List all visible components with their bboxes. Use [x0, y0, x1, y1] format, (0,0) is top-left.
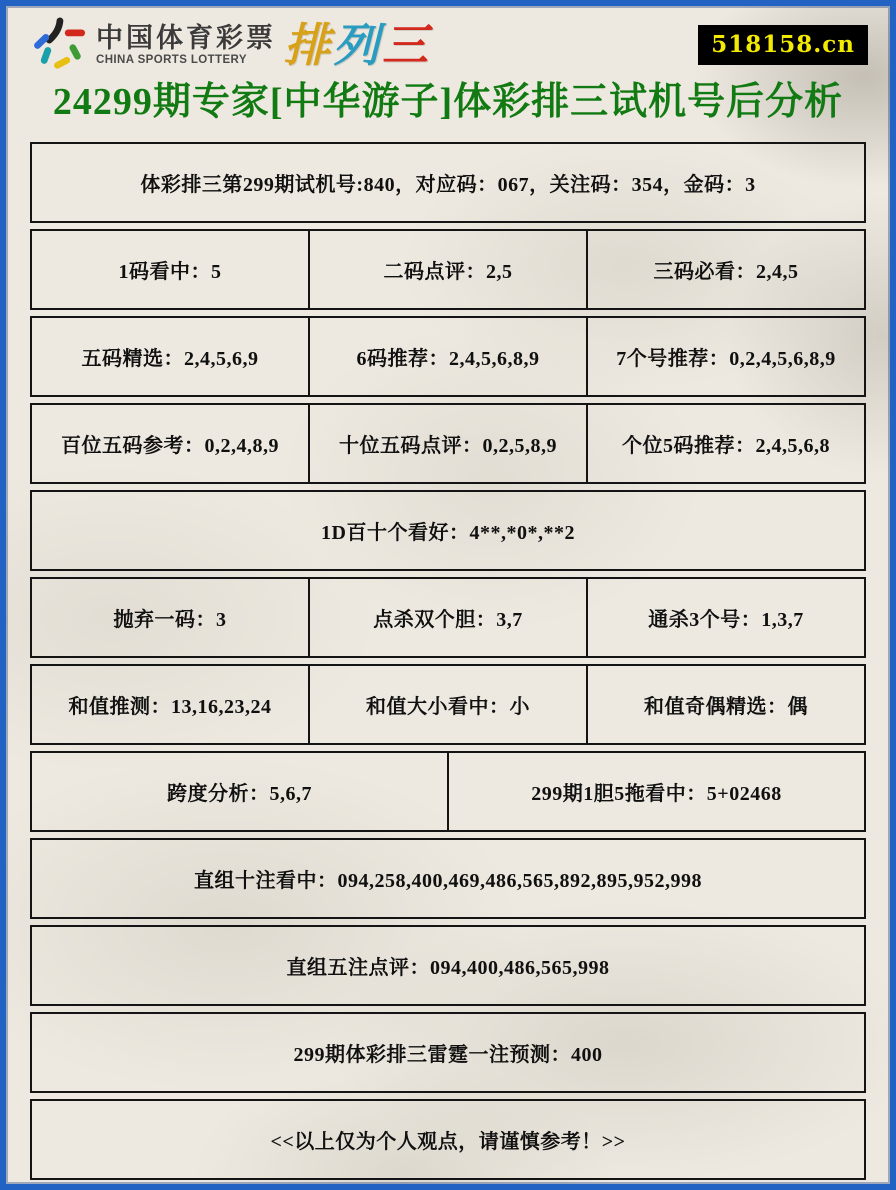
analysis-cell: 6码推荐：2,4,5,6,8,9: [308, 318, 586, 395]
brand-logo[interactable]: [30, 17, 431, 73]
analysis-cell: 点杀双个胆：3,7: [308, 579, 586, 656]
analysis-cell: 直组五注点评：094,400,486,565,998: [286, 956, 610, 979]
analysis-cell: 跨度分析：5,6,7: [167, 782, 312, 805]
row-sum-value: [30, 664, 866, 745]
analysis-cell: 通杀3个号：1,3,7: [586, 579, 864, 656]
sports-lottery-logo-icon: [30, 17, 88, 73]
analysis-cell: 体彩排三第299期试机号:840，对应码：067，关注码：354，金码：3: [140, 173, 756, 196]
site-badge[interactable]: 518158.cn: [698, 25, 868, 65]
analysis-cell: 和值推测：13,16,23,24: [68, 695, 272, 718]
row-thunder-prediction: [30, 1012, 866, 1093]
analysis-cell: 个位5码推荐：2,4,5,6,8: [586, 405, 864, 482]
analysis-cell: 7个号推荐：0,2,4,5,6,8,9: [586, 318, 864, 395]
row-code-picks: [30, 229, 866, 310]
analysis-cell: 二码点评：2,5: [308, 231, 586, 308]
brand-name-en: CHINA SPORTS LOTTERY: [96, 54, 247, 67]
row-multi-code-picks: [30, 316, 866, 397]
analysis-cell: 抛弃一码：3: [113, 608, 227, 631]
analysis-cell: 299期体彩排三雷霆一注预测：400: [293, 1043, 603, 1066]
row-span-analysis: [30, 751, 866, 832]
header: [6, 6, 890, 75]
analysis-cell: 直组十注看中：094,258,400,469,486,565,892,895,952,998: [194, 869, 702, 892]
row-1d-outlook: [30, 490, 866, 571]
analysis-cell: 和值奇偶精选：偶: [586, 666, 864, 743]
product-name: [284, 19, 431, 71]
row-direct-ten-picks: [30, 838, 866, 919]
product-char-3: 三: [382, 19, 431, 71]
analysis-cell: <<以上仅为个人观点，请谨慎参考！>>: [270, 1130, 626, 1153]
analysis-cell: 十位五码点评：0,2,5,8,9: [308, 405, 586, 482]
row-direct-five-picks: [30, 925, 866, 1006]
analysis-cell: 五码精选：2,4,5,6,9: [81, 347, 259, 370]
analysis-cell: 299期1胆5拖看中：5+02468: [447, 753, 864, 830]
analysis-board: [30, 142, 866, 1180]
analysis-cell: 百位五码参考：0,2,4,8,9: [61, 434, 279, 457]
analysis-cell: 1D百十个看好：4**,*0*,**2: [321, 521, 575, 544]
row-position-codes: [30, 403, 866, 484]
brand-name: [96, 24, 276, 66]
row-discard-kill: [30, 577, 866, 658]
analysis-cell: 1码看中：5: [118, 260, 222, 283]
row-test-machine-number: [30, 142, 866, 223]
analysis-cell: 和值大小看中：小: [308, 666, 586, 743]
analysis-cell: 三码必看：2,4,5: [586, 231, 864, 308]
brand-name-cn: 中国体育彩票: [96, 22, 276, 53]
page-title: 24299期专家[中华游子]体彩排三试机号后分析: [52, 81, 844, 123]
row-disclaimer: [30, 1099, 866, 1180]
product-char-2: 列: [333, 19, 382, 71]
product-char-1: 排: [284, 19, 333, 71]
